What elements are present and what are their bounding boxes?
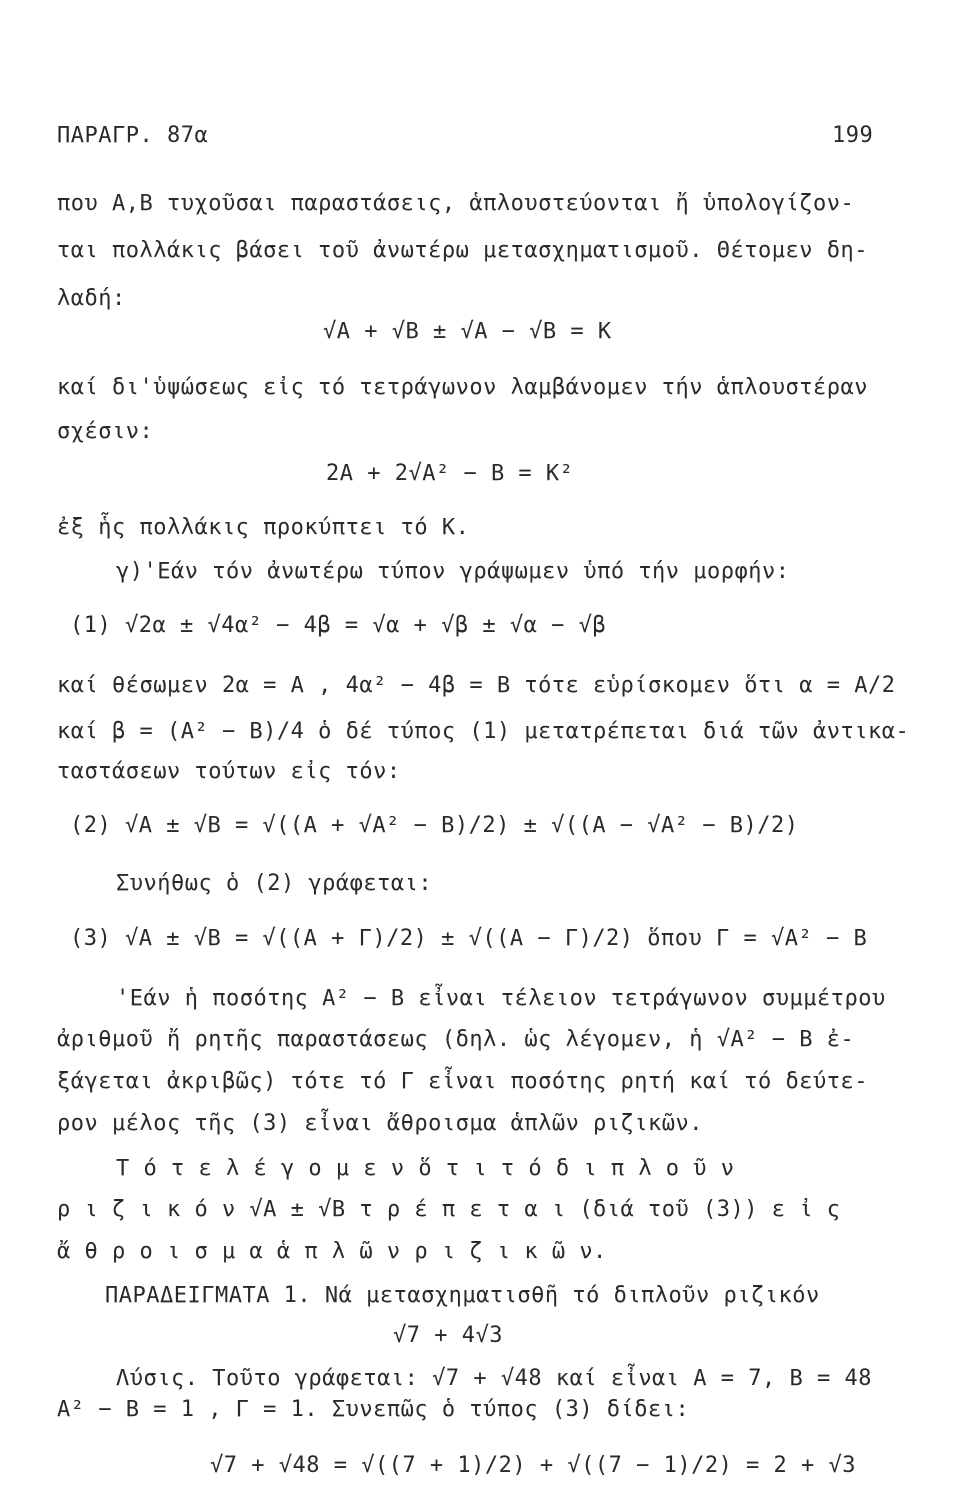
text-line: Συνήθως ὁ (2) γράφεται: — [116, 871, 433, 896]
text-line: λαδή: — [57, 286, 126, 311]
text-line: καί θέσωμεν 2α = Α , 4α² − 4β = Β τότε εὑρίσκομεν ὅτι α = Α/2 — [57, 673, 896, 698]
text-line: ται πολλάκις βάσει τοῦ ἀνωτέρω μετασχηματισμοῦ. Θέτομεν δη- — [57, 238, 868, 263]
formula-line: √7 + 4√3 — [393, 1323, 503, 1348]
text-line: καί δι'ὑψώσεως εἰς τό τετράγωνον λαμβάνομεν τήν ἁπλουστέραν — [57, 375, 868, 400]
text-line: ἀριθμοῦ ἤ ρητῆς παραστάσεως (δηλ. ὡς λέγομεν, ἡ √Α² − Β ἐ- — [57, 1027, 855, 1052]
text-line: που Α,Β τυχοῦσαι παραστάσεις, ἁπλουστεύονται ἤ ὑπολογίζον- — [57, 191, 855, 216]
text-line: σχέσιν: — [57, 419, 154, 444]
formula-line: (2) √Α ± √Β = √((Α + √Α² − Β)/2) ± √((Α − √Α² − Β)/2) — [70, 813, 799, 838]
formula-line: √7 + √48 = √((7 + 1)/2) + √((7 − 1)/2) = 2 + √3 — [210, 1453, 857, 1478]
text-line: ἐξ ἧς πολλάκις προκύπτει τό Κ. — [57, 515, 470, 540]
text-line: Α² − Β = 1 , Γ = 1. Συνεπῶς ὁ τύπος (3) δίδει: — [57, 1397, 690, 1422]
text-line: ἄ θ ρ ο ι σ μ α ἁ π λ ῶ ν ρ ι ζ ι κ ῶ ν. — [57, 1239, 607, 1264]
text-line: ΠΑΡΑΔΕΙΓΜΑΤΑ 1. Νά μετασχηματισθῆ τό διπλοῦν ριζικόν — [105, 1283, 820, 1308]
text-line: 'Εάν ἡ ποσότης Α² − Β εἶναι τέλειον τετράγωνον συμμέτρου — [116, 986, 886, 1011]
text-line: ξάγεται ἀκριβῶς) τότε τό Γ εἶναι ποσότης ρητή καί τό δεύτε- — [57, 1069, 868, 1094]
formula-line: (3) √Α ± √Β = √((Α + Γ)/2) ± √((Α − Γ)/2) ὅπου Γ = √Α² − Β — [70, 926, 868, 951]
text-line: γ)'Εάν τόν ἀνωτέρω τύπον γράψωμεν ὑπό τήν μορφήν: — [116, 559, 790, 584]
formula-line: √Α + √Β ± √Α − √Β = Κ — [323, 319, 612, 344]
section-header: ΠΑΡΑΓΡ. 87α — [57, 123, 209, 148]
text-line: Τ ό τ ε λ έ γ ο μ ε ν ὅ τ ι τ ό δ ι π λ ο ῦ ν — [116, 1156, 735, 1181]
text-line: ρον μέλος τῆς (3) εἶναι ἄθροισμα ἁπλῶν ριζικῶν. — [57, 1111, 704, 1136]
text-line: Λύσις. Τοῦτο γράφεται: √7 + √48 καί εἶναι Α = 7, Β = 48 — [116, 1366, 872, 1391]
formula-line: 2Α + 2√Α² − Β = Κ² — [326, 461, 574, 486]
text-line: ρ ι ζ ι κ ό ν √Α ± √Β τ ρ έ π ε τ α ι (διά τοῦ (3)) ε ἰ ς — [57, 1197, 841, 1222]
text-line: καί β = (Α² − Β)/4 ὁ δέ τύπος (1) μετατρέπεται διά τῶν ἀντικα- — [57, 719, 910, 744]
page-number: 199 — [832, 123, 874, 148]
formula-line: (1) √2α ± √4α² − 4β = √α + √β ± √α − √β — [70, 613, 607, 638]
text-line: ταστάσεων τούτων εἰς τόν: — [57, 759, 401, 784]
